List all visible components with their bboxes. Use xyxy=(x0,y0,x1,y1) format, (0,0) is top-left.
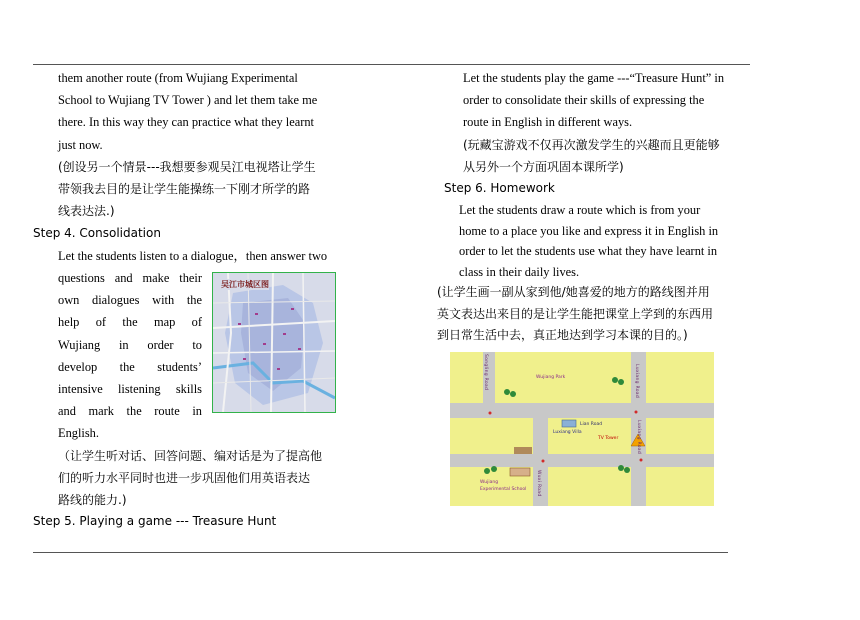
intro-zh-line: 线表达法.) xyxy=(58,204,115,219)
block xyxy=(646,467,714,506)
step6-heading: Step 6. Homework xyxy=(444,181,555,195)
game-zh-line: 从另外一个方面巩固本课所学) xyxy=(463,159,624,174)
intro-line: School to Wujiang TV Tower ) and let them take me xyxy=(58,93,318,108)
wujiang-city-map xyxy=(212,272,336,413)
intro-line: them another route (from Wujiang Experimental xyxy=(58,71,298,85)
homework-text xyxy=(459,200,749,282)
step5-heading: Step 5. Playing a game --- Treasure Hunt xyxy=(33,514,277,528)
step4-heading: Step 4. Consolidation xyxy=(33,226,161,240)
school-building xyxy=(510,468,530,476)
step4-line: English. xyxy=(58,426,99,441)
game-line: route in English in different ways. xyxy=(463,115,633,130)
homework-line: home to a place you like and express it in English in xyxy=(459,223,719,238)
villa-building xyxy=(562,420,576,427)
intro-zh-line: 带领我去目的是让学生能操练一下刚才所学的路 xyxy=(58,182,311,197)
game-line: order to consolidate their skills of expressing the xyxy=(463,93,705,108)
step4-line: develop the students’ xyxy=(58,359,202,374)
homework-zh-line: 英文表达出来目的是让学生能把课堂上学到的东西用 xyxy=(437,306,714,321)
step4-line: intensive listening skills xyxy=(58,382,202,397)
city-map-graphic xyxy=(213,273,335,412)
step4-wrap xyxy=(58,267,202,445)
intro-zh-line: (创设另一个情景---我想要参观吴江电视塔让学生 xyxy=(58,159,316,174)
step4-zh-line: 们的听力水平同时也进一步巩固他们用英语表达 xyxy=(58,471,311,486)
label-school-line2: Experimental School xyxy=(480,487,527,492)
homework-line: order to let the students use what they have learnt in xyxy=(459,244,718,259)
label-luxiang-villa: Luxiang Villa xyxy=(553,430,582,435)
homework-zh xyxy=(437,282,752,347)
treasure-hunt-map xyxy=(450,352,714,506)
right-game xyxy=(463,67,750,178)
homework-line: class in their daily lives. xyxy=(459,264,580,279)
intro-line: there. In this way they can practice what they learnt xyxy=(58,115,314,130)
label-lian-road: Lian Road xyxy=(580,422,603,427)
label-wujiang-park: Wujiang Park xyxy=(536,375,566,380)
house xyxy=(514,447,532,454)
block xyxy=(450,352,483,403)
step4-line: questions and make their xyxy=(58,271,202,285)
label-songling-road: Songling Road xyxy=(483,354,488,391)
step4-line: own dialogues with the xyxy=(58,293,202,308)
top-rule xyxy=(33,64,750,65)
city-map-title: 吴江市城区图 xyxy=(221,280,269,289)
block xyxy=(548,467,631,506)
step4-line: and mark the route in xyxy=(58,404,202,419)
game-line: Let the students play the game ---“Treasure Hunt” in xyxy=(463,71,725,85)
homework-line: Let the students draw a route which is from your xyxy=(459,203,701,217)
tower-block xyxy=(646,418,714,454)
step4-zh-line: （让学生听对话、回答问题、编对话是为了提高他 xyxy=(58,449,323,463)
step4-line: Wujiang in order to xyxy=(58,337,202,352)
label-school-line1: Wujiang xyxy=(480,480,499,485)
step4-zh-line: 路线的能力.) xyxy=(58,493,127,508)
intro-line: just now. xyxy=(58,137,103,152)
homework-zh-line: 到日常生活中去，真正地达到学习本课的目的。) xyxy=(437,328,688,342)
label-luxiang-road: Luxiang Road xyxy=(634,364,639,398)
left-intro xyxy=(58,67,344,222)
bottom-rule xyxy=(33,552,728,553)
homework-zh-line: (让学生画一副从家到他/她喜爱的地方的路线图并用 xyxy=(437,285,710,299)
step4-zh xyxy=(58,445,348,512)
game-zh-line: (玩藏宝游戏不仅再次激发学生的兴趣而且更能够 xyxy=(463,137,720,152)
step4-line: help of the map of xyxy=(58,315,202,330)
label-tv-tower: TV Tower xyxy=(598,436,619,441)
label-luxiang-road-lower: Luxiang Road xyxy=(636,420,641,454)
block xyxy=(646,352,714,403)
label-wuxi-road: Wuxi Road xyxy=(536,470,541,497)
step4-first-line: Let the students listen to a dialogue，then answer two xyxy=(58,249,328,263)
